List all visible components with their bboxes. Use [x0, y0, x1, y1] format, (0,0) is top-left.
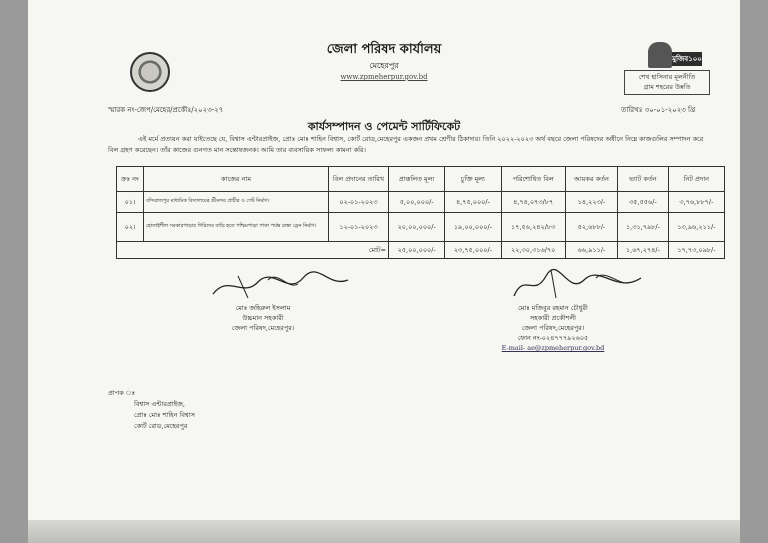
cell-contract: ৪,৭৫,০০০/- [445, 192, 501, 213]
cell-estimated: ৫,০০,০০০/- [389, 192, 445, 213]
issue-date: তারিখঃ ৩০-০১-২০২৩ খ্রি [621, 106, 696, 114]
recipient-line-3: কোর্ট রোড,মেহেরপুর [134, 422, 188, 430]
table-row [117, 192, 725, 213]
left-signatory-office: জেলা পরিষদ,মেহেরপুর। [231, 324, 295, 332]
total-net-payment: ১৭,৭৩,০৯৮/- [668, 242, 724, 259]
col-serial: ক্রঃ নং [117, 167, 144, 192]
cell-income-tax: ৫২,৬৮৮/- [565, 213, 617, 242]
total-label: মোট= [117, 242, 389, 259]
cell-serial: ০১। [117, 192, 144, 213]
col-income-tax: আয়কর কর্তন [565, 167, 617, 192]
left-signature-icon [208, 268, 358, 302]
cell-estimated: ২০,০০,০০০/- [389, 213, 445, 242]
cell-vat: ৩৫,৫৫৬/- [618, 192, 669, 213]
cell-work-name: হোতাইশীল সরকারপাড়ার গিরিদের বাড়ি হতে পশ্চিমপাড়া পাকা পর্যন্ত রাস্তা ড্রেন নির্মাণ। [144, 213, 329, 242]
right-signatory-office: জেলা পরিষদ,মেহেরপুর। [521, 324, 585, 332]
website-link[interactable]: www.zpmeherpur.gov.bd [340, 73, 428, 81]
col-paid-bill: পরিশোধিত বিল [501, 167, 565, 192]
payment-table [116, 166, 725, 259]
mujib-logo: মুজিব১০০ [672, 52, 702, 66]
cell-net-payment: ৩,৭৬,৮৮৭/- [668, 192, 724, 213]
cell-bill-date: ০২-০১-২০২৩ [329, 192, 389, 213]
cell-paid-bill: ১৭,৫৬,২৪২/৮৩ [501, 213, 565, 242]
memo-number: স্মারক নং-জেপ/মেহের/প্রকৌঃ/২০২৩-২৭ [108, 106, 224, 114]
cell-work-name: বন্দিরাজপুর মাধ্যমিক বিদ্যালয়ের শ্রীমন্দর প্রাচীর ও গেট নির্মাণ। [144, 192, 329, 213]
total-estimated: ২৫,০০,০০০/- [389, 242, 445, 259]
recipient-line-2: প্রোঃ মোঃ শাহিন বিশ্বাস [134, 411, 195, 419]
col-net-payment: নিট প্রদান [668, 167, 724, 192]
document-title: কার্যসম্পাদন ও পেমেন্ট সার্টিফিকেট [307, 120, 461, 133]
total-paid-bill: ২২,৩০,৩১৬/৭০ [501, 242, 565, 259]
right-signature-icon [506, 268, 656, 302]
total-vat: ১,৬৭,২৭৪/- [618, 242, 669, 259]
col-work-name: কাজের নাম [144, 167, 329, 192]
recipient-block [108, 388, 195, 432]
slogan-line-1: শেখ হাসিনার মূলনীতি [638, 73, 696, 81]
cell-serial: ০২। [117, 213, 144, 242]
portrait-image [648, 42, 672, 68]
col-vat: ভ্যাট কর্তন [618, 167, 669, 192]
recipient-line-1: বিশ্বাস এন্টারপ্রাইজ, [134, 400, 185, 408]
intro-paragraph: এই মর্মে প্রত্যয়ন করা যাইতেছে যে, বিশ্বাস এন্টারপ্রাইজ, প্রোঃ মোঃ শাহিন বিশ্বাস, কোর্ট রোড,মেহেরপুর একজন প্রথম শ্রেণীর ঠিকাদার। তিনি ২০২২-২০২৩ অর্থ বছরে জেলা পরিষদের অধীনে নিম্নে কাজগুলির সম্পাদন করে বিল গ্রহণ করেছেন। তাঁর কাজের গুনগত মান সন্তোষজনক। আমি তার ব্যবসায়িক সাফল্য কামনা করি। [108, 135, 704, 154]
slogan-line-2: গ্রাম শহরের উন্নতি [643, 83, 691, 91]
left-signature-mark [208, 268, 368, 292]
cell-contract: ১৯,০০,০০০/- [445, 213, 501, 242]
cell-bill-date: ১২-০১-২০২৩ [329, 213, 389, 242]
document-page [28, 0, 740, 543]
right-signatory-name: মোঃ মজিবুর রহমান চৌধুরী [518, 304, 588, 312]
recipient-label: প্রাপক ঃ [108, 389, 136, 397]
right-signatory-designation: সহকারী প্রকৌশলী [529, 314, 577, 322]
right-signatory-email[interactable]: E-mail- ae@zpmeherpur.gov.bd [501, 344, 605, 352]
slogan-box [624, 70, 710, 95]
office-title: জেলা পরিষদ কার্যালয় [326, 42, 442, 57]
mujib-badge [624, 42, 710, 108]
left-signatory-name: মোঃ জহিরুল ইসলাম [235, 304, 291, 312]
right-signatory [473, 303, 633, 353]
cell-net-payment: ১৩,৯৬,২১১/- [668, 213, 724, 242]
right-signature-mark [506, 268, 666, 292]
table-total-row [117, 242, 725, 259]
total-income-tax: ৬৬,৯১১/- [565, 242, 617, 259]
table-row [117, 213, 725, 242]
right-signatory-phone: ফোন নং-০২৪৭৭৭৯২৬০৫ [517, 334, 589, 342]
district-name: মেহেরপুর [369, 61, 399, 70]
table-header-row [117, 167, 725, 192]
cell-income-tax: ১৪,২২৩/- [565, 192, 617, 213]
total-contract: ২৩,৭৫,০০০/- [445, 242, 501, 259]
cell-paid-bill: ৪,৭৪,০৭৩/৮৭ [501, 192, 565, 213]
left-signatory-designation: উচ্চমান সহকারী [242, 314, 284, 322]
left-signatory [188, 303, 338, 333]
page-edge-shadow [28, 520, 740, 543]
col-contract: চুক্তি মূল্য [445, 167, 501, 192]
cell-vat: ১,৩১,৭৯৮/- [618, 213, 669, 242]
col-bill-date: বিল প্রদানের তারিখ [329, 167, 389, 192]
col-estimated: প্রাক্কলিত মূল্য [389, 167, 445, 192]
